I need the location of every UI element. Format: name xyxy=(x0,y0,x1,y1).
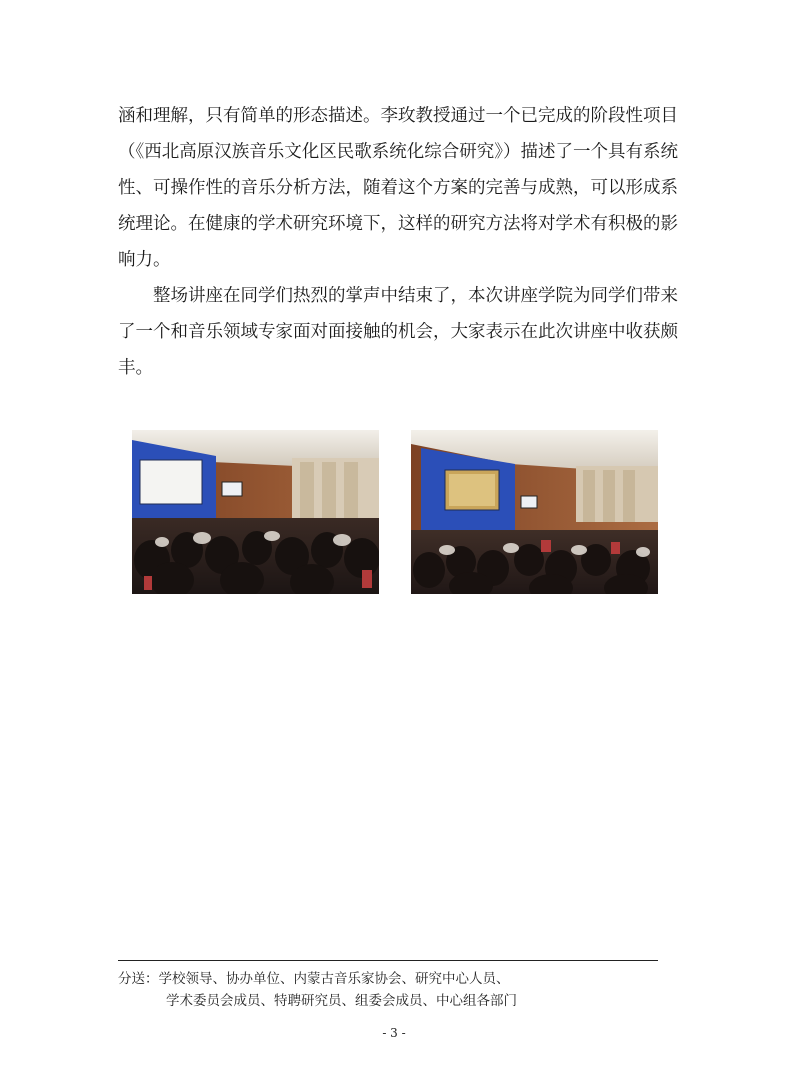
distribution-list xyxy=(118,968,678,1012)
page-number: - 3 - xyxy=(382,1026,406,1040)
lecture-hall-photo-left xyxy=(132,430,379,594)
body-text xyxy=(118,98,678,386)
lecture-hall-photo-icon xyxy=(132,430,379,594)
footer-divider xyxy=(118,960,658,961)
distribution-line-1: 分送：学校领导、协办单位、内蒙古音乐家协会、研究中心人员、 xyxy=(118,971,510,987)
lecture-hall-photo-icon xyxy=(411,430,658,594)
lecture-hall-photo-right xyxy=(411,430,658,594)
distribution-line-2: 学术委员会成员、特聘研究员、组委会成员、中心组各部门 xyxy=(166,993,517,1009)
paragraph-continued: 涵和理解，只有简单的形态描述。李玫教授通过一个已完成的阶段性项目（《西北高原汉族音乐文化区民歌系统化综合研究》）描述了一个具有系统性、可操作性的音乐分析方法，随着这个方案的完善与成熟，可以形成系统理论。在健康的学术研究环境下，这样的研究方法将对学术有积极的影响力。 xyxy=(118,106,678,270)
paragraph-conclusion: 整场讲座在同学们热烈的掌声中结束了，本次讲座学院为同学们带来了一个和音乐领域专家面对面接触的机会，大家表示在此次讲座中收获颇丰。 xyxy=(118,286,678,378)
photo-row xyxy=(132,430,658,596)
